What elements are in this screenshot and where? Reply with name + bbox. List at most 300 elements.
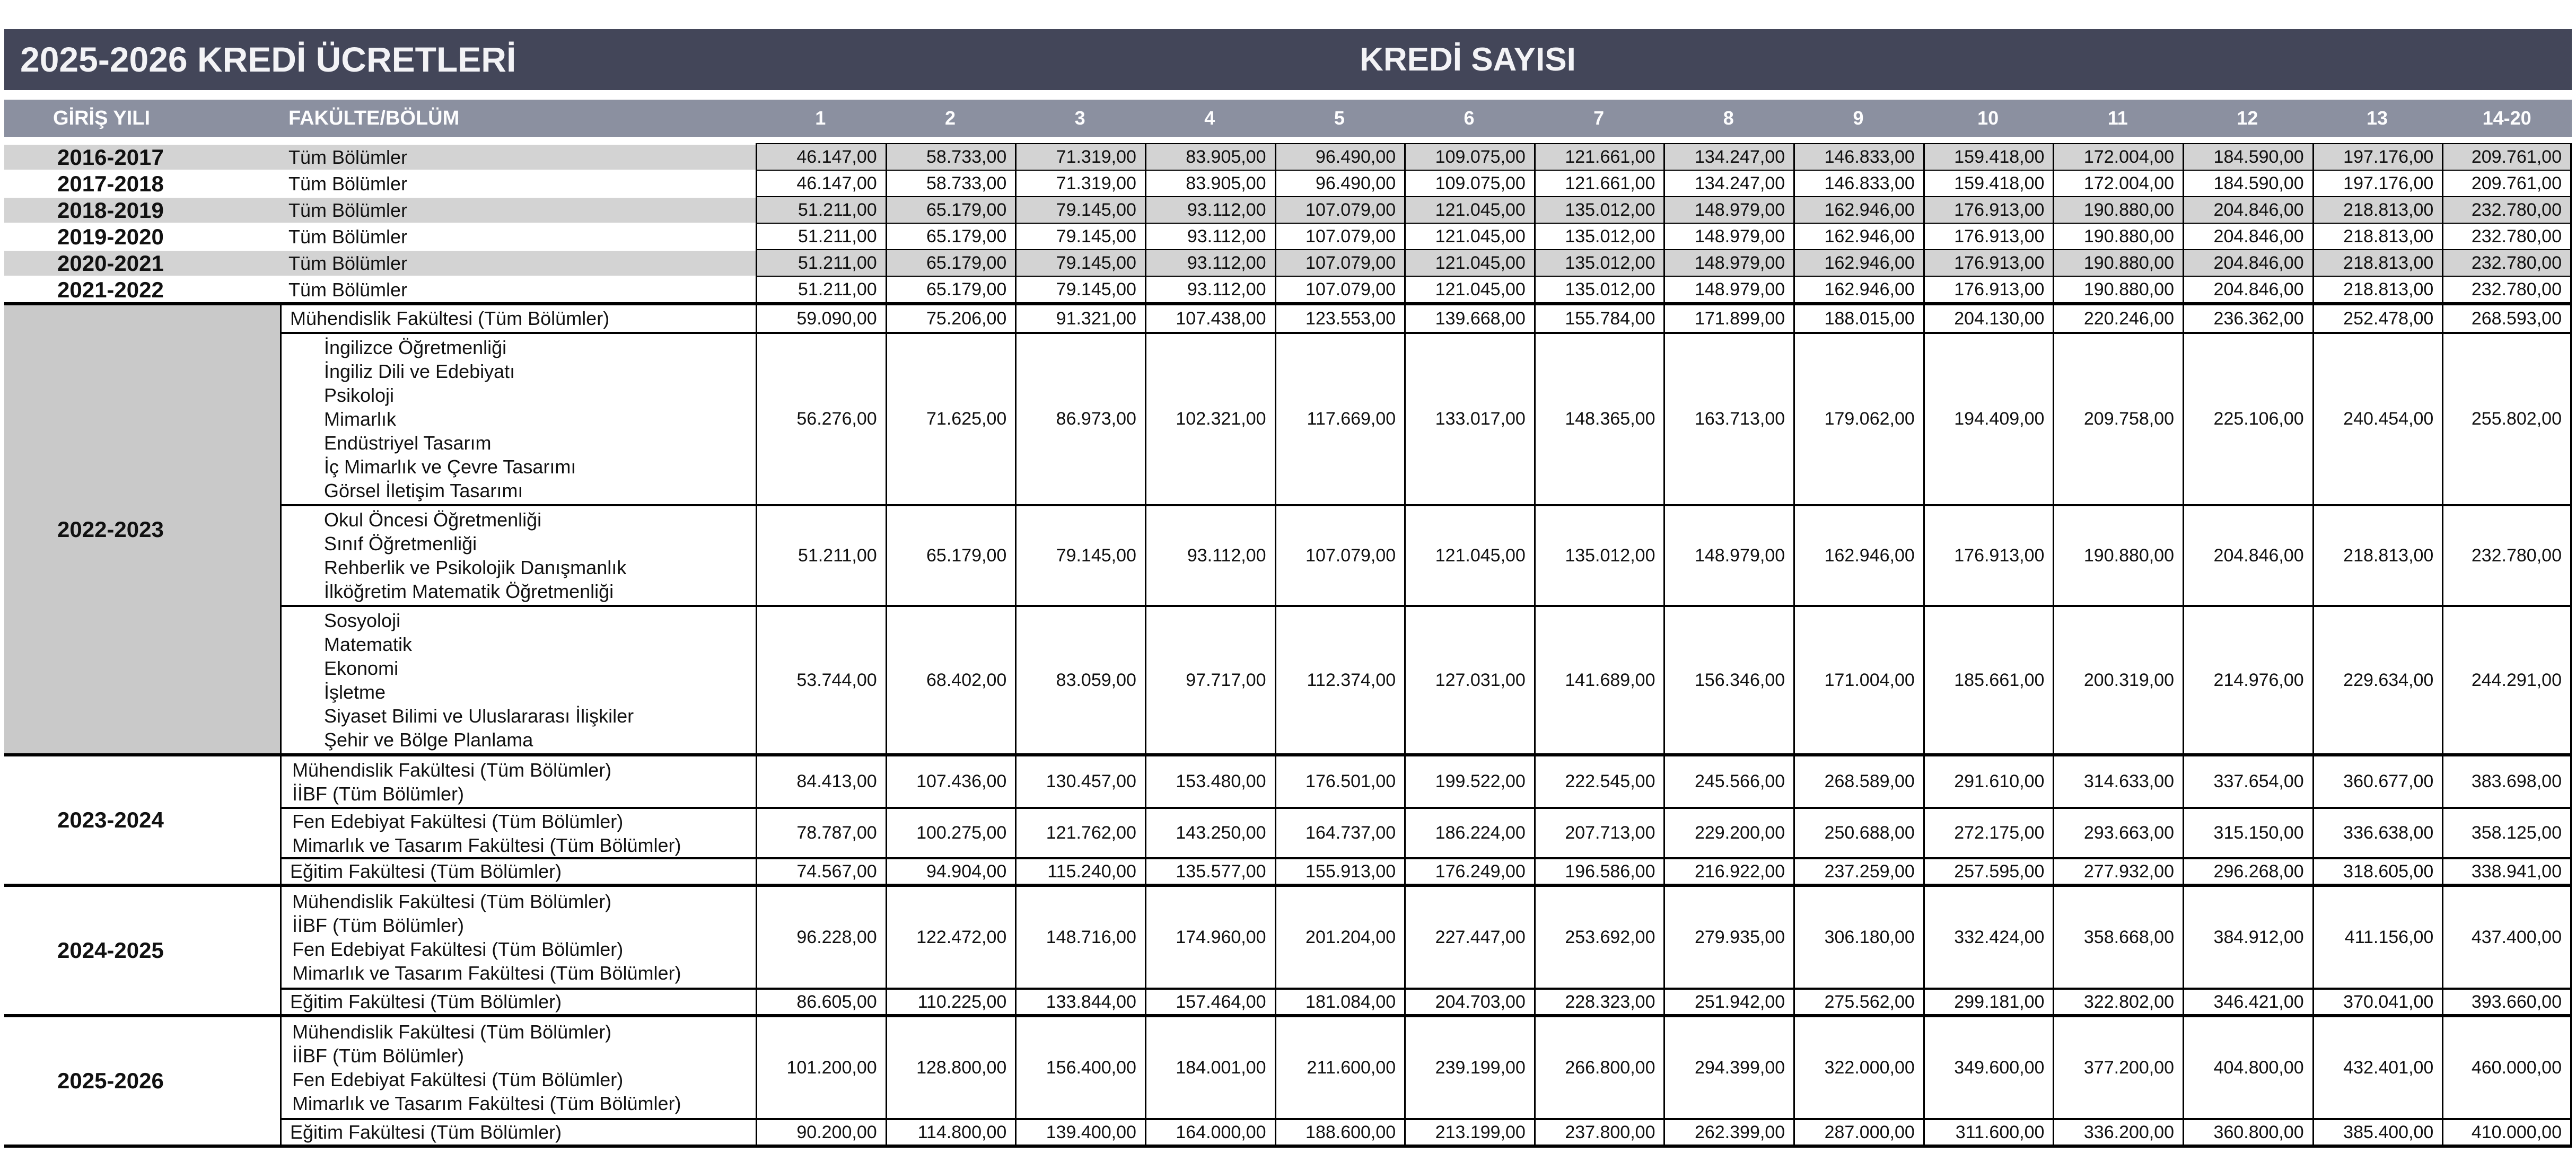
fee-cell: 218.813,00 [2312,223,2442,250]
fee-cell: 162.946,00 [1793,276,1923,303]
faculty-cell: Tüm Bölümler [280,249,756,276]
fee-cell: 311.600,00 [1923,1118,2053,1145]
faculty-line: Sosyoloji [324,610,401,631]
fee-cell: 211.600,00 [1275,1017,1405,1118]
fee-cell: 71.319,00 [1015,143,1145,170]
fee-cell: 179.062,00 [1793,332,1923,504]
fee-cell: 184.001,00 [1145,1017,1275,1118]
fee-cell: 133.844,00 [1015,988,1145,1014]
faculty-line: Rehberlik ve Psikolojik Danışmanlık [324,557,627,578]
fee-cell: 257.595,00 [1923,857,2053,884]
fee-cell: 393.660,00 [2442,988,2572,1014]
credit-count-header: KREDİ SAYISI [1360,41,1576,78]
fee-cell: 204.846,00 [2183,196,2312,223]
fee-cell: 135.012,00 [1534,249,1664,276]
table-row [4,223,2572,249]
faculty-line: Mimarlık ve Tasarım Fakültesi (Tüm Bölümler) [292,1093,681,1114]
fee-cell: 94.904,00 [886,857,1015,884]
fee-cell: 176.249,00 [1404,857,1534,884]
fee-cell: 218.813,00 [2312,504,2442,605]
entry-year-header: GİRİŞ YILI [53,107,151,129]
fee-cell: 196.586,00 [1534,857,1664,884]
faculty-header: FAKÜLTE/BÖLÜM [288,107,460,129]
fee-cell: 65.179,00 [886,276,1015,303]
faculty-line: İİBF (Tüm Bölümler) [292,782,465,805]
fee-cell: 79.145,00 [1015,196,1145,223]
fee-cell: 114.800,00 [886,1118,1015,1145]
fee-cell: 232.780,00 [2442,223,2572,250]
fee-cell: 122.472,00 [886,887,1015,988]
fee-cell: 299.181,00 [1923,988,2053,1014]
fee-cell: 176.913,00 [1923,276,2053,303]
fee-cell: 159.418,00 [1923,143,2053,170]
fee-cell: 121.045,00 [1404,196,1534,223]
fee-cell: 287.000,00 [1793,1118,1923,1145]
fee-cell: 153.480,00 [1145,756,1275,807]
faculty-cell: Tüm Bölümler [280,196,756,223]
credit-count-label: 9 [1853,107,1864,129]
fee-cell: 102.321,00 [1145,332,1275,504]
faculty-line: Sınıf Öğretmenliği [324,533,477,554]
fee-cell: 134.247,00 [1663,170,1793,197]
fee-cell: 93.112,00 [1145,276,1275,303]
fee-cell: 460.000,00 [2442,1017,2572,1118]
credit-count-label: 4 [1204,107,1215,129]
fee-cell: 209.758,00 [2053,332,2183,504]
year-block [4,1014,2572,1148]
fee-cell: 404.800,00 [2183,1017,2312,1118]
fee-cell: 384.912,00 [2183,887,2312,988]
fee-cell: 139.668,00 [1404,305,1534,332]
fee-cell: 232.780,00 [2442,249,2572,276]
fee-cell: 135.577,00 [1145,857,1275,884]
fee-cell: 214.976,00 [2183,605,2312,753]
fee-cell: 338.941,00 [2442,857,2572,884]
fee-cell: 181.084,00 [1275,988,1405,1014]
fee-cell: 227.447,00 [1404,887,1534,988]
credit-count-label: 12 [2237,107,2258,129]
fee-cell: 360.800,00 [2183,1118,2312,1145]
credit-count-label: 14-20 [2482,107,2531,129]
year-block [4,302,2572,753]
fee-cell: 71.625,00 [886,332,1015,504]
year-block [4,753,2572,884]
faculty-line: Okul Öncesi Öğretmenliği [324,509,542,531]
fee-cell: 358.668,00 [2053,887,2183,988]
fee-cell: 315.150,00 [2183,807,2312,857]
fee-cell: 314.633,00 [2053,756,2183,807]
fee-cell: 107.436,00 [886,756,1015,807]
fee-cell: 318.605,00 [2312,857,2442,884]
fee-cell: 130.457,00 [1015,756,1145,807]
page-title: 2025-2026 KREDİ ÜCRETLERİ [20,40,516,79]
table-row [4,276,2572,302]
fee-cell: 156.400,00 [1015,1017,1145,1118]
year-cell: 2022-2023 [4,305,280,753]
fee-cell: 121.762,00 [1015,807,1145,857]
fee-cell: 176.913,00 [1923,504,2053,605]
fee-cell: 213.199,00 [1404,1118,1534,1145]
fee-cell: 65.179,00 [886,249,1015,276]
fee-cell: 336.638,00 [2312,807,2442,857]
fee-cell: 186.224,00 [1404,807,1534,857]
fee-cell: 232.780,00 [2442,196,2572,223]
fee-cell: 218.813,00 [2312,196,2442,223]
fee-cell: 117.669,00 [1275,332,1405,504]
faculty-cell: Eğitim Fakültesi (Tüm Bölümler) [280,988,756,1014]
fee-cell: 123.553,00 [1275,305,1405,332]
fee-cell: 86.973,00 [1015,332,1145,504]
faculty-line: Mimarlık ve Tasarım Fakültesi (Tüm Bölümler) [292,834,681,856]
credit-count-label: 8 [1723,107,1734,129]
faculty-line: Görsel İletişim Tasarımı [324,480,523,501]
fee-cell: 336.200,00 [2053,1118,2183,1145]
fee-cell: 146.833,00 [1793,143,1923,170]
table-row [4,249,2572,276]
fee-cell: 84.413,00 [756,756,886,807]
faculty-cell: Tüm Bölümler [280,143,756,170]
fee-cell: 190.880,00 [2053,276,2183,303]
fee-cell: 115.240,00 [1015,857,1145,884]
year-cell: 2024-2025 [57,938,164,963]
fee-cell: 244.291,00 [2442,605,2572,753]
fee-cell: 101.200,00 [756,1017,886,1118]
fee-cell: 146.833,00 [1793,170,1923,197]
fee-cell: 199.522,00 [1404,756,1534,807]
fee-cell: 232.780,00 [2442,276,2572,303]
credit-count-label: 11 [2107,107,2128,129]
fee-cell: 83.059,00 [1015,605,1145,753]
faculty-line: Mühendislik Fakültesi (Tüm Bölümler) [292,759,612,781]
fee-cell: 194.409,00 [1923,332,2053,504]
fee-cell: 157.464,00 [1145,988,1275,1014]
faculty-line: İİBF (Tüm Bölümler) [292,914,465,936]
fees-table [4,143,2572,1148]
fee-cell: 197.176,00 [2312,170,2442,197]
fee-cell: 79.145,00 [1015,276,1145,303]
fee-cell: 370.041,00 [2312,988,2442,1014]
fee-cell: 83.905,00 [1145,170,1275,197]
fee-cell: 306.180,00 [1793,887,1923,988]
fee-cell: 91.321,00 [1015,305,1145,332]
fee-cell: 251.942,00 [1663,988,1793,1014]
faculty-line: Siyaset Bilimi ve Uluslararası İlişkiler [324,705,634,727]
fee-cell: 96.490,00 [1275,143,1405,170]
fee-cell: 148.979,00 [1663,196,1793,223]
fee-cell: 349.600,00 [1923,1017,2053,1118]
fee-cell: 218.813,00 [2312,249,2442,276]
fee-cell: 121.045,00 [1404,223,1534,250]
fee-cell: 293.663,00 [2053,807,2183,857]
fee-cell: 190.880,00 [2053,223,2183,250]
fee-cell: 207.713,00 [1534,807,1664,857]
fee-cell: 58.733,00 [886,170,1015,197]
fee-cell: 245.566,00 [1663,756,1793,807]
fee-cell: 121.045,00 [1404,276,1534,303]
fee-cell: 148.716,00 [1015,887,1145,988]
fee-cell: 46.147,00 [756,170,886,197]
fee-cell: 121.661,00 [1534,143,1664,170]
year-cell: 2018-2019 [4,196,280,223]
fee-cell: 51.211,00 [756,249,886,276]
fee-cell: 143.250,00 [1145,807,1275,857]
faculty-cell: Eğitim Fakültesi (Tüm Bölümler) [280,857,756,884]
fee-cell: 141.689,00 [1534,605,1664,753]
faculty-line: İşletme [324,681,386,703]
credit-count-label: 3 [1074,107,1085,129]
faculty-cell: Tüm Bölümler [280,276,756,303]
fee-cell: 190.880,00 [2053,196,2183,223]
fee-cell: 135.012,00 [1534,223,1664,250]
faculty-line: İç Mimarlık ve Çevre Tasarımı [324,456,576,478]
fee-cell: 279.935,00 [1663,887,1793,988]
fee-cell: 200.319,00 [2053,605,2183,753]
fee-cell: 277.932,00 [2053,857,2183,884]
fee-cell: 78.787,00 [756,807,886,857]
fee-cell: 176.501,00 [1275,756,1405,807]
fee-cell: 201.204,00 [1275,887,1405,988]
fee-cell: 209.761,00 [2442,143,2572,170]
fee-cell: 133.017,00 [1404,332,1534,504]
faculty-cell [280,887,756,988]
fee-cell: 148.979,00 [1663,223,1793,250]
faculty-line: Şehir ve Bölge Planlama [324,729,533,751]
fee-cell: 437.400,00 [2442,887,2572,988]
fee-cell: 155.913,00 [1275,857,1405,884]
fee-cell: 220.246,00 [2053,305,2183,332]
fee-cell: 93.112,00 [1145,249,1275,276]
credit-count-label: 6 [1464,107,1475,129]
fee-cell: 237.800,00 [1534,1118,1664,1145]
fee-cell: 135.012,00 [1534,504,1664,605]
fee-cell: 110.225,00 [886,988,1015,1014]
fee-cell: 184.590,00 [2183,143,2312,170]
faculty-cell [280,332,756,504]
fee-cell: 296.268,00 [2183,857,2312,884]
fee-cell: 162.946,00 [1793,249,1923,276]
faculty-line: İngiliz Dili ve Edebiyatı [324,360,515,382]
fee-cell: 107.079,00 [1275,276,1405,303]
year-cell: 2023-2024 [57,807,164,832]
fee-cell: 252.478,00 [2312,305,2442,332]
fee-cell: 268.593,00 [2442,305,2572,332]
credit-count-label: 13 [2367,107,2388,129]
fee-cell: 109.075,00 [1404,170,1534,197]
fee-cell: 385.400,00 [2312,1118,2442,1145]
fee-cell: 71.319,00 [1015,170,1145,197]
fee-cell: 121.045,00 [1404,249,1534,276]
faculty-line: Psikoloji [324,384,395,406]
fee-cell: 377.200,00 [2053,1017,2183,1118]
faculty-line: Mimarlık ve Tasarım Fakültesi (Tüm Bölümler) [292,962,681,984]
fee-cell: 266.800,00 [1534,1017,1664,1118]
fee-cell: 410.000,00 [2442,1118,2572,1145]
fee-cell: 216.922,00 [1663,857,1793,884]
fee-cell: 164.737,00 [1275,807,1405,857]
fee-cell: 58.733,00 [886,143,1015,170]
fee-cell: 262.399,00 [1663,1118,1793,1145]
fee-cell: 96.490,00 [1275,170,1405,197]
fee-cell: 107.079,00 [1275,504,1405,605]
fee-cell: 156.346,00 [1663,605,1793,753]
fee-cell: 322.802,00 [2053,988,2183,1014]
faculty-cell: Mühendislik Fakültesi (Tüm Bölümler) [280,305,756,332]
fee-cell: 107.079,00 [1275,196,1405,223]
fee-cell: 360.677,00 [2312,756,2442,807]
fee-cell: 322.000,00 [1793,1017,1923,1118]
faculty-cell [280,756,756,807]
fee-cell: 100.275,00 [886,807,1015,857]
fee-cell: 411.156,00 [2312,887,2442,988]
column-header-row [4,100,2572,137]
fee-cell: 112.374,00 [1275,605,1405,753]
fee-cell: 162.946,00 [1793,504,1923,605]
fee-cell: 83.905,00 [1145,143,1275,170]
faculty-cell [280,807,756,857]
faculty-line: Ekonomi [324,657,399,679]
fee-cell: 56.276,00 [756,332,886,504]
fee-cell: 135.012,00 [1534,276,1664,303]
faculty-line: Matematik [324,633,413,655]
fee-cell: 96.228,00 [756,887,886,988]
fee-cell: 176.913,00 [1923,196,2053,223]
fee-cell: 188.015,00 [1793,305,1923,332]
fee-cell: 159.418,00 [1923,170,2053,197]
fee-cell: 148.365,00 [1534,332,1664,504]
fee-cell: 171.899,00 [1663,305,1793,332]
fee-cell: 240.454,00 [2312,332,2442,504]
fee-cell: 236.362,00 [2183,305,2312,332]
year-cell: 2025-2026 [57,1068,164,1093]
fee-cell: 222.545,00 [1534,756,1664,807]
fee-cell: 176.913,00 [1923,249,2053,276]
faculty-line: Endüstriyel Tasarım [324,432,492,454]
fee-cell: 253.692,00 [1534,887,1664,988]
faculty-line: İlköğretim Matematik Öğretmenliği [324,580,614,602]
fee-cell: 127.031,00 [1404,605,1534,753]
fee-cell: 232.780,00 [2442,504,2572,605]
fee-cell: 162.946,00 [1793,223,1923,250]
fee-cell: 53.744,00 [756,605,886,753]
fee-cell: 135.012,00 [1534,196,1664,223]
faculty-line: Mühendislik Fakültesi (Tüm Bölümler) [292,891,612,912]
fee-cell: 337.654,00 [2183,756,2312,807]
fee-cell: 229.200,00 [1663,807,1793,857]
fee-cell: 51.211,00 [756,196,886,223]
fee-cell: 97.717,00 [1145,605,1275,753]
table-row [4,196,2572,223]
fee-cell: 268.589,00 [1793,756,1923,807]
fee-cell: 109.075,00 [1404,143,1534,170]
faculty-line: Mimarlık [324,408,396,430]
faculty-cell [280,504,756,605]
fee-cell: 188.600,00 [1275,1118,1405,1145]
fee-cell: 294.399,00 [1663,1017,1793,1118]
fee-cell: 46.147,00 [756,143,886,170]
credit-count-label: 10 [1977,107,1999,129]
title-bar [4,29,2572,90]
fee-cell: 172.004,00 [2053,143,2183,170]
fee-cell: 148.979,00 [1663,504,1793,605]
fee-cell: 275.562,00 [1793,988,1923,1014]
fee-cell: 75.206,00 [886,305,1015,332]
fee-cell: 383.698,00 [2442,756,2572,807]
faculty-line: İİBF (Tüm Bölümler) [292,1045,465,1067]
fee-cell: 59.090,00 [756,305,886,332]
fee-cell: 74.567,00 [756,857,886,884]
fee-cell: 176.913,00 [1923,223,2053,250]
fee-cell: 255.802,00 [2442,332,2572,504]
fee-cell: 65.179,00 [886,196,1015,223]
fee-cell: 79.145,00 [1015,223,1145,250]
fee-cell: 237.259,00 [1793,857,1923,884]
table-row [4,143,2572,170]
fee-cell: 332.424,00 [1923,887,2053,988]
faculty-line: Fen Edebiyat Fakültesi (Tüm Bölümler) [292,938,624,960]
fee-cell: 107.079,00 [1275,249,1405,276]
fee-cell: 239.199,00 [1404,1017,1534,1118]
fee-cell: 209.761,00 [2442,170,2572,197]
fee-cell: 190.880,00 [2053,504,2183,605]
year-cell: 2020-2021 [4,249,280,276]
fee-cell: 51.211,00 [756,504,886,605]
faculty-cell: Tüm Bölümler [280,170,756,197]
fee-cell: 65.179,00 [886,504,1015,605]
fee-cell: 93.112,00 [1145,504,1275,605]
fee-cell: 204.846,00 [2183,504,2312,605]
fee-cell: 65.179,00 [886,223,1015,250]
fee-cell: 90.200,00 [756,1118,886,1145]
fee-cell: 204.130,00 [1923,305,2053,332]
year-cell: 2017-2018 [4,170,280,197]
faculty-line: Fen Edebiyat Fakültesi (Tüm Bölümler) [292,810,624,832]
faculty-line: Mühendislik Fakültesi (Tüm Bölümler) [292,1021,612,1043]
fee-cell: 51.211,00 [756,276,886,303]
credit-count-label: 7 [1593,107,1605,129]
fee-cell: 197.176,00 [2312,143,2442,170]
credit-count-label: 2 [944,107,956,129]
fee-cell: 163.713,00 [1663,332,1793,504]
fee-cell: 68.402,00 [886,605,1015,753]
fee-cell: 185.661,00 [1923,605,2053,753]
year-block [4,884,2572,1014]
fee-cell: 358.125,00 [2442,807,2572,857]
fee-cell: 79.145,00 [1015,249,1145,276]
faculty-line: İngilizce Öğretmenliği [324,337,507,358]
fee-cell: 204.846,00 [2183,223,2312,250]
year-cell: 2021-2022 [4,276,280,303]
fee-cell: 51.211,00 [756,223,886,250]
fee-cell: 291.610,00 [1923,756,2053,807]
fee-cell: 139.400,00 [1015,1118,1145,1145]
table-row [4,170,2572,196]
fee-cell: 228.323,00 [1534,988,1664,1014]
fee-cell: 148.979,00 [1663,276,1793,303]
faculty-line: Fen Edebiyat Fakültesi (Tüm Bölümler) [292,1069,624,1090]
fee-cell: 86.605,00 [756,988,886,1014]
fee-cell: 204.846,00 [2183,276,2312,303]
fee-cell: 190.880,00 [2053,249,2183,276]
fee-cell: 155.784,00 [1534,305,1664,332]
fee-cell: 134.247,00 [1663,143,1793,170]
faculty-cell [280,605,756,753]
credit-count-label: 1 [815,107,826,129]
fee-cell: 93.112,00 [1145,196,1275,223]
fee-cell: 272.175,00 [1923,807,2053,857]
fee-cell: 107.438,00 [1145,305,1275,332]
fee-cell: 162.946,00 [1793,196,1923,223]
fee-cell: 107.079,00 [1275,223,1405,250]
